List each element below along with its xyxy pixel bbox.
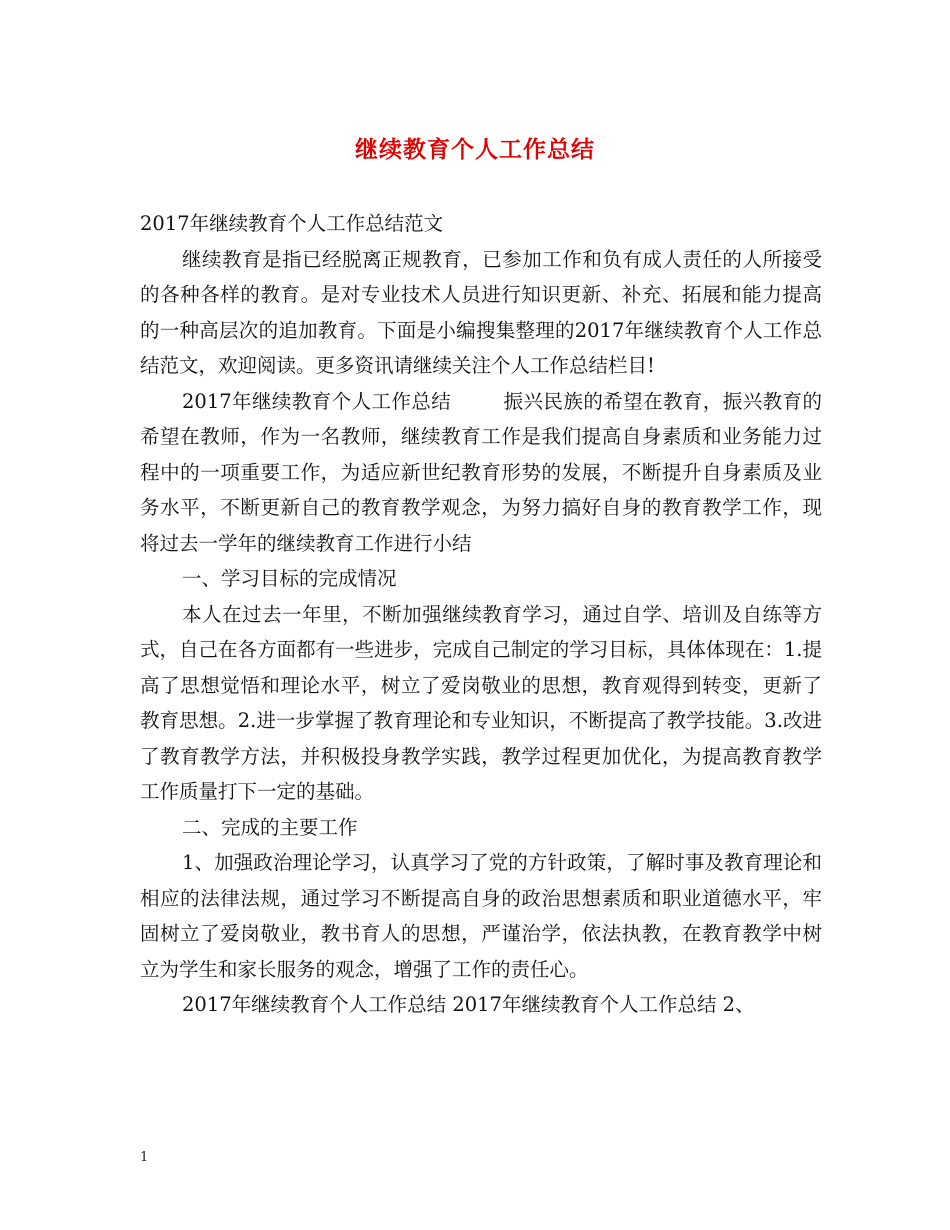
page-number: 1 — [140, 1150, 149, 1165]
paragraph-section-2: 1、加强政治理论学习，认真学习了党的方针政策，了解时事及教育理论和相应的法律法规，通过学习不断提高自身的政治思想素质和职业道德水平，牢固树立了爱岗敬业，教书育人的思想，严谨治学，依法执教，在教育教学中树立为学生和家长服务的观念，增强了工作的责任心。 — [140, 851, 822, 981]
paragraph-summary-text: 振兴民族的希望在教育，振兴教育的希望在教师，作为一名教师，继续教育工作是我们提高自身素质和业务能力过程中的一项重要工作，为适应新世纪教育形势的发展，不断提升自身素质及业务水平，不断更新自己的教育教学观念，为努力搞好自身的教育教学工作，现将过去一学年的继续教育工作进行小结 — [140, 389, 822, 555]
paragraph-intro: 继续教育是指已经脱离正规教育，已参加工作和负有成人责任的人所接受的各种各样的教育。是对专业技术人员进行知识更新、补充、拓展和能力提高的一种高层次的追加教育。下面是小编搜集整理的2017年继续教育个人工作总结范文，欢迎阅读。更多资讯请继续关注个人工作总结栏目! — [140, 247, 822, 377]
paragraph-summary — [140, 384, 822, 562]
subtitle: 2017年继续教育个人工作总结范文 — [140, 212, 444, 235]
document-body — [140, 206, 822, 1023]
paragraph-continued: 2017年继续教育个人工作总结 2017年继续教育个人工作总结 2、 — [182, 993, 755, 1016]
inline-heading: 2017年继续教育个人工作总结 — [182, 389, 452, 413]
paragraph-section-1: 本人在过去一年里，不断加强继续教育学习，通过自学、培训及自练等方式，自己在各方面都有一些进步，完成自己制定的学习目标，具体体现在：1.提高了思想觉悟和理论水平，树立了爱岗敬业的思想，教育观得到转变，更新了教育思想。2.进一步掌握了教育理论和专业知识，不断提高了教学技能。3.改进了教育教学方法，并积极投身教学实践，教学过程更加优化，为提高教育教学工作质量打下一定的基础。 — [140, 602, 822, 803]
section-heading-1: 一、学习目标的完成情况 — [182, 567, 397, 590]
section-heading-2: 二、完成的主要工作 — [182, 815, 358, 839]
document-title: 继续教育个人工作总结 — [355, 137, 595, 163]
